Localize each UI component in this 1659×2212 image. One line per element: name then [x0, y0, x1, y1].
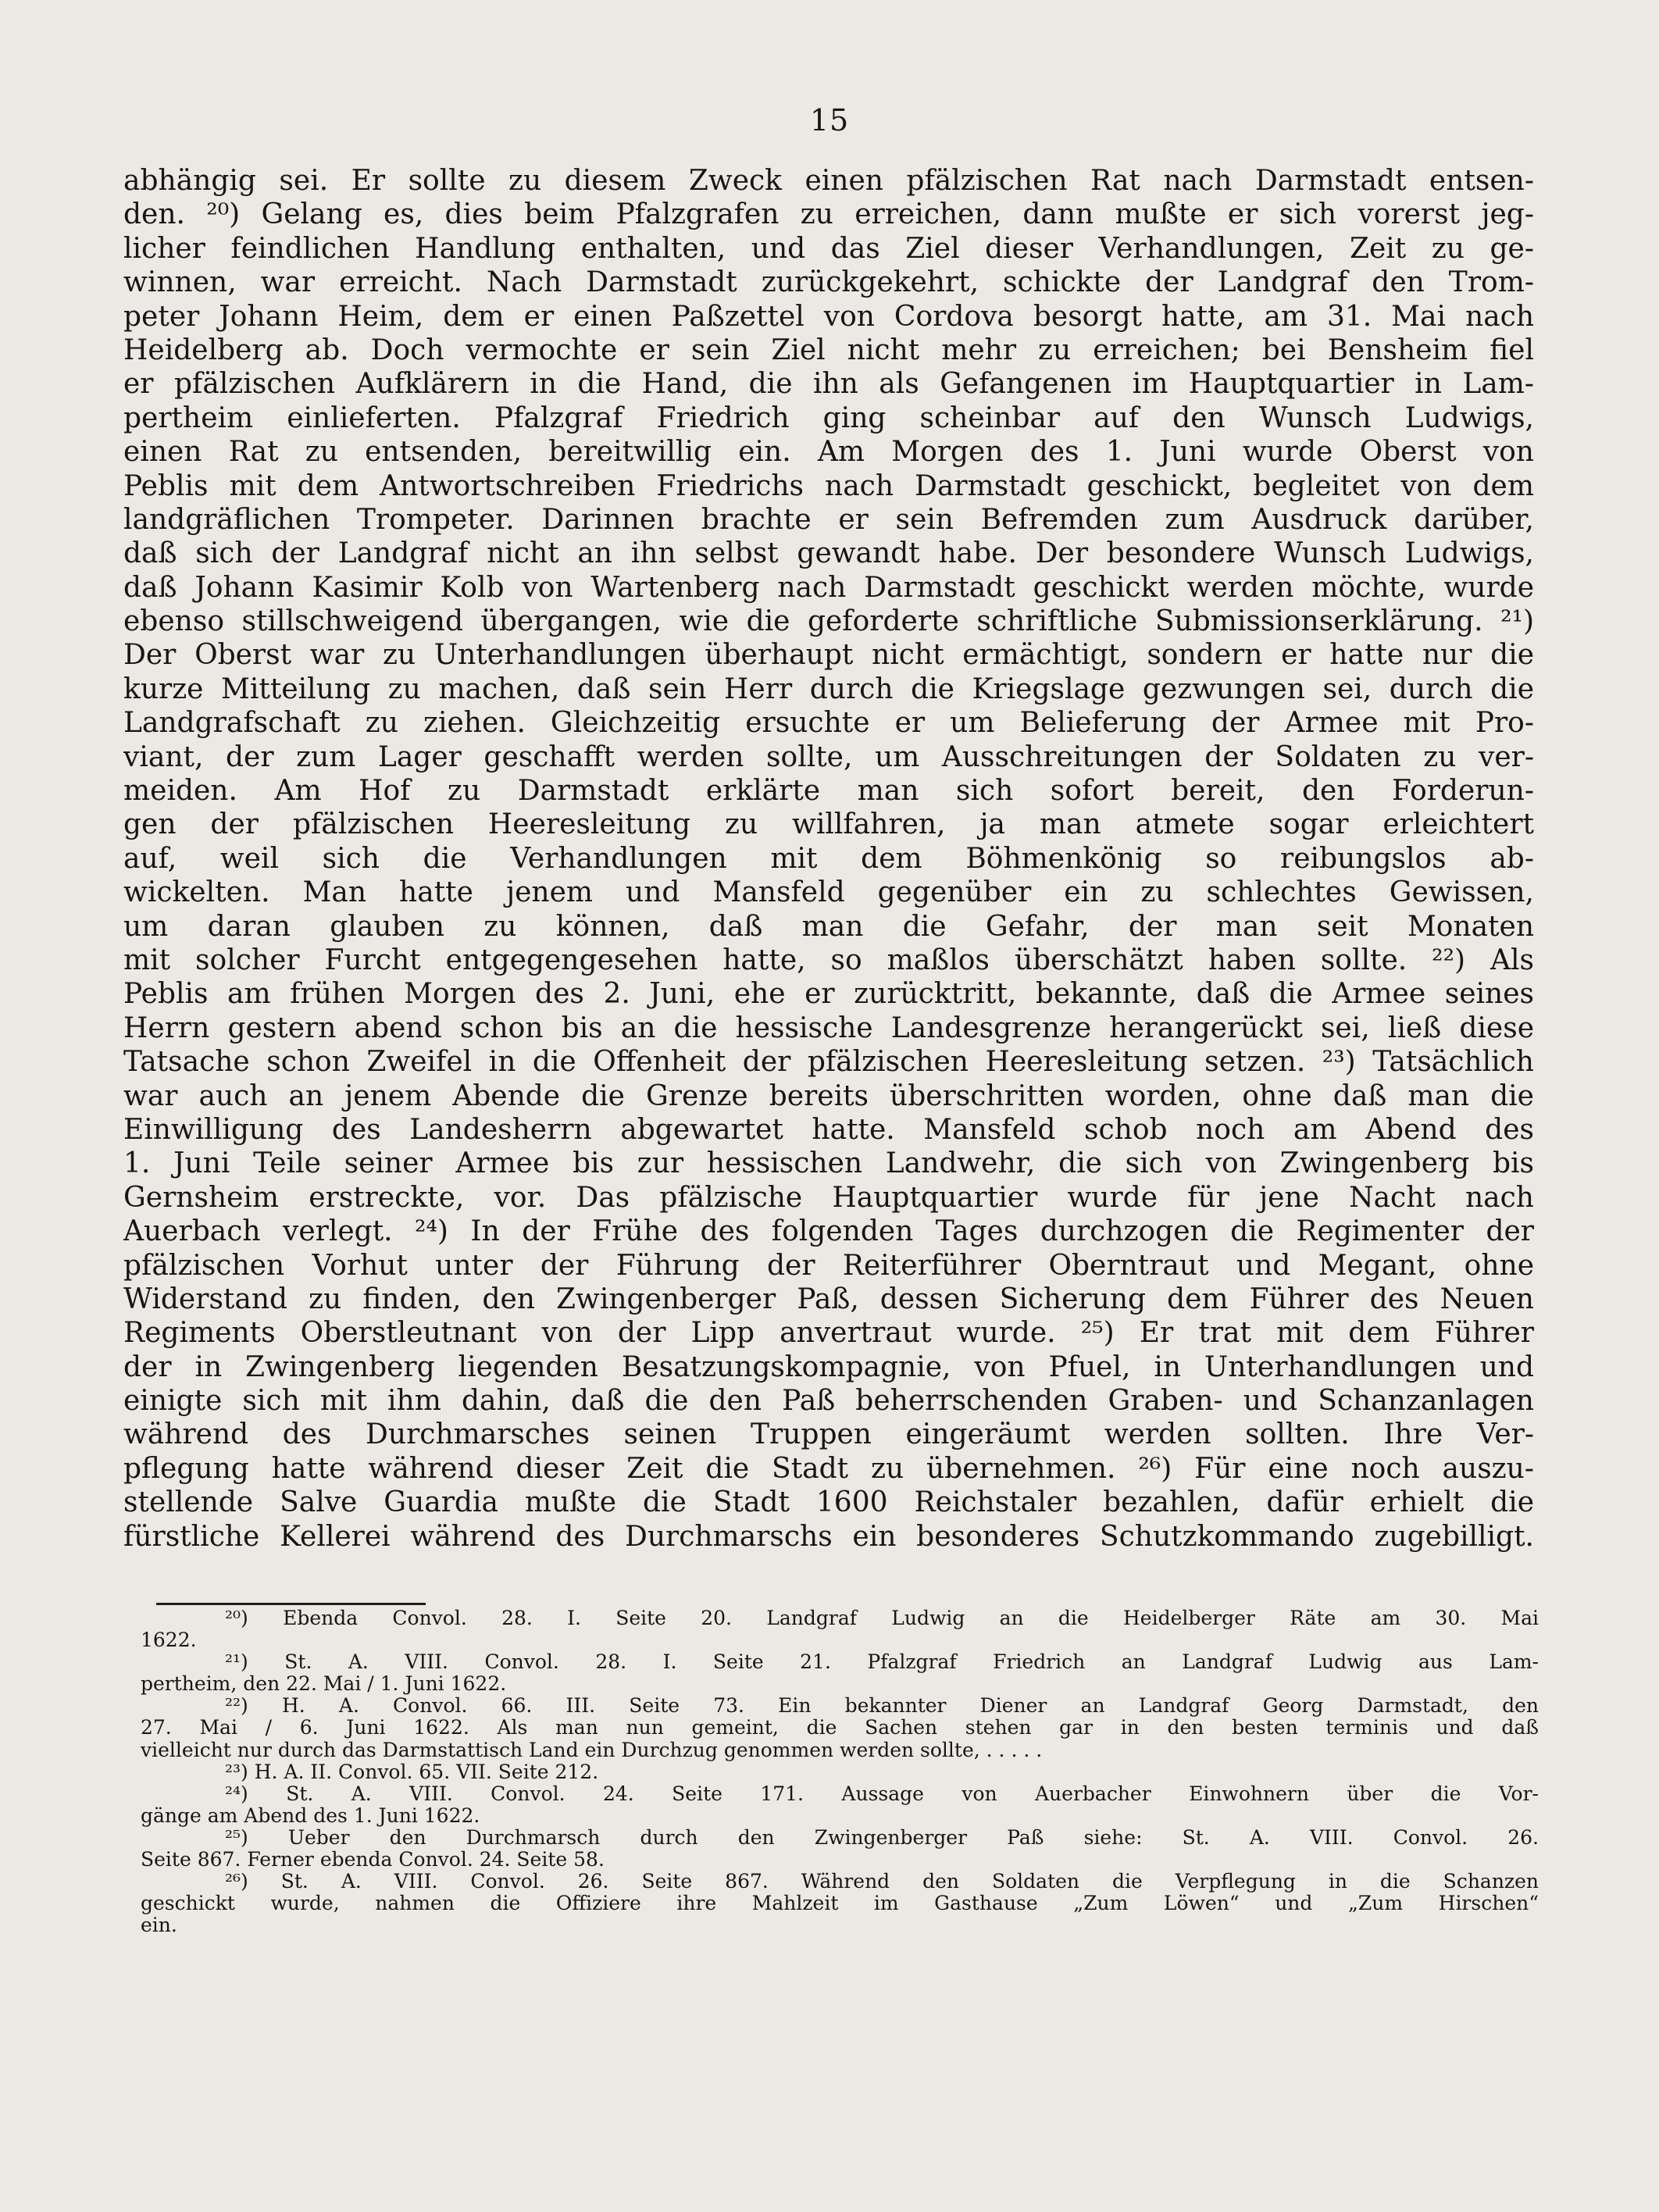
body-line: Der Oberst war zu Unterhandlungen überhaupt nicht ermächtigt, sondern er hatte nur die: [123, 639, 1534, 672]
body-line: Widerstand zu finden, den Zwingenberger Paß, dessen Sicherung dem Führer des Neuen: [123, 1283, 1534, 1315]
body-line: licher feindlichen Handlung enthalten, und das Ziel dieser Verhandlungen, Zeit zu ge-: [123, 232, 1534, 265]
body-line: einigte sich mit ihm dahin, daß die den Paß beherrschenden Graben- und Schanzanlagen: [123, 1385, 1534, 1418]
body-line: war auch an jenem Abende die Grenze bereits überschritten worden, ohne daß man die: [123, 1079, 1534, 1112]
body-line: pertheim einlieferten. Pfalzgraf Friedrich ging scheinbar auf den Wunsch Ludwigs,: [123, 401, 1534, 434]
footnote: [141, 1651, 1539, 1695]
footnote: [141, 1783, 1539, 1827]
footnotes: [141, 1607, 1539, 1936]
body-line: viant, der zum Lager geschafft werden sollte, um Ausschreitungen der Soldaten zu ver-: [123, 740, 1534, 773]
footnote-line: Seite 867. Ferner ebenda Convol. 24. Seite 58.: [141, 1849, 605, 1871]
body-line: den. ²⁰) Gelang es, dies beim Pfalzgrafen zu erreichen, dann mußte er sich vorerst jeg-: [123, 198, 1534, 231]
footnote-divider: [156, 1603, 426, 1605]
body-line: um daran glauben zu können, daß man die Gefahr, der man seit Monaten: [123, 910, 1534, 943]
footnote: [141, 1607, 1539, 1651]
body-line: Herrn gestern abend schon bis an die hessische Landesgrenze herangerückt sei, ließ diese: [123, 1011, 1534, 1044]
body-line: er pfälzischen Aufklärern in die Hand, die ihn als Gefangenen im Hauptquartier in Lam-: [123, 368, 1534, 401]
footnote-line: 1622.: [141, 1629, 197, 1652]
footnote: [141, 1827, 1539, 1871]
footnote-line: ²⁴) St. A. VIII. Convol. 24. Seite 171. Aussage von Auerbacher Einwohnern über die Vor-: [225, 1782, 1539, 1805]
footnote-line: ²⁰) Ebenda Convol. 28. I. Seite 20. Landgraf Ludwig an die Heidelberger Räte am 30. Mai: [225, 1607, 1539, 1629]
body-line: Peblis am frühen Morgen des 2. Juni, ehe er zurücktritt, bekannte, daß die Armee seines: [123, 978, 1534, 1011]
body-line: kurze Mitteilung zu machen, daß sein Herr durch die Kriegslage gezwungen sei, durch die: [123, 673, 1534, 705]
body-line: fürstliche Kellerei während des Durchmarschs ein besonderes Schutzkommando zugebilligt.: [123, 1520, 1534, 1553]
body-line: peter Johann Heim, dem er einen Paßzettel von Cordova besorgt hatte, am 31. Mai nach: [123, 300, 1534, 333]
body-line: landgräflichen Trompeter. Darinnen brachte er sein Befremden zum Ausdruck darüber,: [123, 503, 1534, 536]
body-line: daß Johann Kasimir Kolb von Wartenberg nach Darmstadt geschickt werden möchte, wurde: [123, 571, 1534, 604]
footnote-line: geschickt wurde, nahmen die Offiziere ihre Mahlzeit im Gasthause „Zum Löwen“ und „Zum Hirschen“: [141, 1893, 1539, 1915]
body-line: einen Rat zu entsenden, bereitwillig ein. Am Morgen des 1. Juni wurde Oberst von: [123, 436, 1534, 469]
footnote-line: ein.: [141, 1914, 177, 1937]
body-line: pflegung hatte während dieser Zeit die Stadt zu übernehmen. ²⁶) Für eine noch auszu-: [123, 1452, 1534, 1485]
footnote: [141, 1695, 1539, 1761]
body-line: stellende Salve Guardia mußte die Stadt 1600 Reichstaler bezahlen, dafür erhielt die: [123, 1486, 1534, 1519]
footnote-line: ²²) H. A. Convol. 66. III. Seite 73. Ein bekannter Diener an Landgraf Georg Darmstadt, den: [225, 1695, 1539, 1718]
body-line: pfälzischen Vorhut unter der Führung der Reiterführer Oberntraut und Megant, ohne: [123, 1249, 1534, 1282]
footnote-line: gänge am Abend des 1. Juni 1622.: [141, 1804, 480, 1827]
footnote-line: ²¹) St. A. VIII. Convol. 28. I. Seite 21. Pfalzgraf Friedrich an Landgraf Ludwig aus Lam-: [225, 1651, 1539, 1674]
footnote: [141, 1871, 1539, 1936]
body-line: mit solcher Furcht entgegengesehen hatte, so maßlos überschätzt haben sollte. ²²) Als: [123, 944, 1534, 976]
body-line: auf, weil sich die Verhandlungen mit dem Böhmenkönig so reibungslos ab-: [123, 842, 1534, 875]
body-line: Landgrafschaft zu ziehen. Gleichzeitig ersuchte er um Belieferung der Armee mit Pro-: [123, 707, 1534, 740]
body-line: ebenso stillschweigend übergangen, wie die geforderte schriftliche Submissionserklärung. ²¹): [123, 605, 1534, 638]
body-line: winnen, war erreicht. Nach Darmstadt zurückgekehrt, schickte der Landgraf den Trom-: [123, 266, 1534, 299]
body-line: während des Durchmarsches seinen Truppen eingeräumt werden sollten. Ihre Ver-: [123, 1418, 1534, 1451]
footnote-line: ²³) H. A. II. Convol. 65. VII. Seite 212.: [225, 1761, 599, 1783]
footnote-line: pertheim, den 22. Mai / 1. Juni 1622.: [141, 1673, 507, 1696]
body-line: wickelten. Man hatte jenem und Mansfeld gegenüber ein zu schlechtes Gewissen,: [123, 876, 1534, 909]
page-number: 15: [809, 103, 850, 137]
footnote-line: vielleicht nur durch das Darmstattisch Land ein Durchzug genommen werden sollte, . . . . .: [141, 1739, 1043, 1761]
body-line: der in Zwingenberg liegenden Besatzungskompagnie, von Pfuel, in Unterhandlungen und: [123, 1350, 1534, 1383]
body-line: abhängig sei. Er sollte zu diesem Zweck einen pfälzischen Rat nach Darmstadt entsen-: [123, 165, 1534, 197]
body-line: Gernsheim erstreckte, vor. Das pfälzische Hauptquartier wurde für jene Nacht nach: [123, 1181, 1534, 1214]
footnote: [141, 1761, 1539, 1783]
body-line: gen der pfälzischen Heeresleitung zu willfahren, ja man atmete sogar erleichtert: [123, 808, 1534, 841]
footnote-line: ²⁶) St. A. VIII. Convol. 26. Seite 867. Während den Soldaten die Verpflegung in die Schanzen: [225, 1871, 1539, 1893]
footnote-line: ²⁵) Ueber den Durchmarsch durch den Zwingenberger Paß siehe: St. A. VIII. Convol. 26.: [225, 1826, 1539, 1849]
body-line: Einwilligung des Landesherrn abgewartet hatte. Mansfeld schob noch am Abend des: [123, 1113, 1534, 1146]
body-line: Regiments Oberstleutnant von der Lipp anvertraut wurde. ²⁵) Er trat mit dem Führer: [123, 1317, 1534, 1350]
body-line: Peblis mit dem Antwortschreiben Friedrichs nach Darmstadt geschickt, begleitet von dem: [123, 469, 1534, 502]
body-line: Auerbach verlegt. ²⁴) In der Frühe des folgenden Tages durchzogen die Regimenter der: [123, 1215, 1534, 1248]
footnote-line: 27. Mai / 6. Juni 1622. Als man nun gemeint, die Sachen stehen gar in den besten terminis und daß: [141, 1717, 1539, 1739]
body-line: Tatsache schon Zweifel in die Offenheit der pfälzischen Heeresleitung setzen. ²³) Tatsächlich: [123, 1046, 1534, 1079]
body-line: daß sich der Landgraf nicht an ihn selbst gewandt habe. Der besondere Wunsch Ludwigs,: [123, 537, 1534, 570]
body-line: meiden. Am Hof zu Darmstadt erklärte man sich sofort bereit, den Forderun-: [123, 775, 1534, 808]
body-text: [123, 164, 1534, 1554]
body-line: Heidelberg ab. Doch vermochte er sein Ziel nicht mehr zu erreichen; bei Bensheim fiel: [123, 334, 1534, 366]
body-line: 1. Juni Teile seiner Armee bis zur hessischen Landwehr, die sich von Zwingenberg bis: [123, 1147, 1534, 1180]
